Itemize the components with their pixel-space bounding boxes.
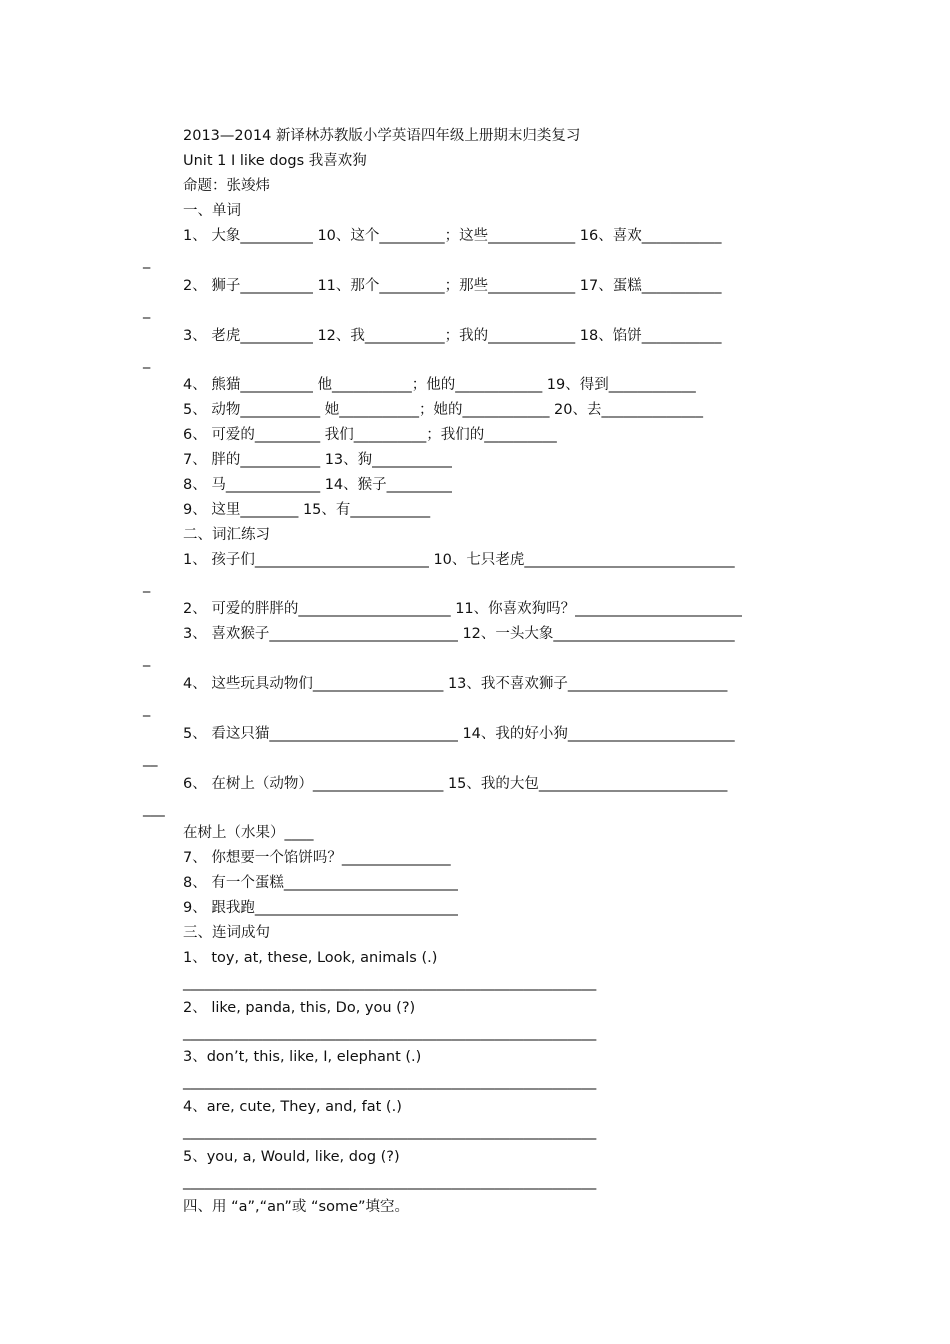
exercise-line: 4、 熊猫__________ 他___________；他的____________ 19、得到____________ xyxy=(183,377,696,393)
exercise-line: 1、 toy, at, these, Look, animals (.) xyxy=(183,950,438,966)
exercise-line: 6、 可爱的_________ 我们__________；我们的__________ xyxy=(183,427,557,443)
exercise-line: 2、 可爱的胖胖的_____________________ 11、你喜欢狗吗？_______________________ xyxy=(183,601,742,617)
section-heading: 二、词汇练习 xyxy=(183,527,270,543)
answer-line: _________________________________________________________ xyxy=(183,1174,597,1190)
author-line: 命题：张竣炜 xyxy=(183,178,270,194)
wrap-line: ___ xyxy=(143,801,165,817)
exercise-line: 5、you, a, Would, like, dog (?) xyxy=(183,1149,400,1165)
wrap-line: _ xyxy=(143,701,151,717)
exercise-line: 2、 like, panda, this, Do, you (?) xyxy=(183,1000,416,1016)
wrap-line: __ xyxy=(143,751,158,767)
exercise-line: 4、are, cute, They, and, fat (.) xyxy=(183,1099,402,1115)
exercise-line: 3、don’t, this, like, I, elephant (.) xyxy=(183,1049,422,1065)
exercise-line: 4、 这些玩具动物们__________________ 13、我不喜欢狮子______________________ xyxy=(183,676,728,692)
exercise-line: 3、 老虎__________ 12、我___________；我的____________ 18、馅饼___________ xyxy=(183,328,722,344)
answer-line: _________________________________________________________ xyxy=(183,1025,597,1041)
exercise-line: 7、 你想要一个馅饼吗？_______________ xyxy=(183,850,451,866)
document-title: 2013—2014 新译林苏教版小学英语四年级上册期末归类复习 xyxy=(183,128,581,144)
wrap-line: _ xyxy=(143,253,151,269)
section-heading: 三、连词成句 xyxy=(183,925,270,941)
wrap-line: _ xyxy=(143,577,151,593)
exercise-line: 在树上（水果）____ xyxy=(183,825,314,841)
wrap-line: _ xyxy=(143,303,151,319)
exercise-line: 7、 胖的___________ 13、狗___________ xyxy=(183,452,452,468)
answer-line: _________________________________________________________ xyxy=(183,1074,597,1090)
exercise-line: 2、 狮子__________ 11、那个_________；那些____________ 17、蛋糕___________ xyxy=(183,278,722,294)
exercise-line: 5、 动物___________ 她___________；她的____________ 20、去______________ xyxy=(183,402,704,418)
answer-line: _________________________________________________________ xyxy=(183,1124,597,1140)
exercise-line: 8、 马_____________ 14、猴子_________ xyxy=(183,477,452,493)
answer-line: _________________________________________________________ xyxy=(183,975,597,991)
section-heading: 一、单词 xyxy=(183,203,241,219)
wrap-line: _ xyxy=(143,651,151,667)
exercise-line: 6、 在树上（动物）__________________ 15、我的大包__________________________ xyxy=(183,776,728,792)
unit-title: Unit 1 I like dogs 我喜欢狗 xyxy=(183,153,367,169)
wrap-line: _ xyxy=(143,353,151,369)
exercise-line: 8、 有一个蛋糕________________________ xyxy=(183,875,458,891)
section-heading: 四、用 “a”,“an”或 “some”填空。 xyxy=(183,1199,410,1215)
exercise-line: 9、 跟我跑____________________________ xyxy=(183,900,458,916)
exercise-line: 1、 孩子们________________________ 10、七只老虎_____________________________ xyxy=(183,552,735,568)
exercise-line: 5、 看这只猫__________________________ 14、我的好小狗_______________________ xyxy=(183,726,735,742)
exercise-line: 3、 喜欢猴子__________________________ 12、一头大象_________________________ xyxy=(183,626,735,642)
exercise-line: 9、 这里________ 15、有___________ xyxy=(183,502,431,518)
exercise-line: 1、 大象__________ 10、这个_________；这些____________ 16、喜欢___________ xyxy=(183,228,722,244)
